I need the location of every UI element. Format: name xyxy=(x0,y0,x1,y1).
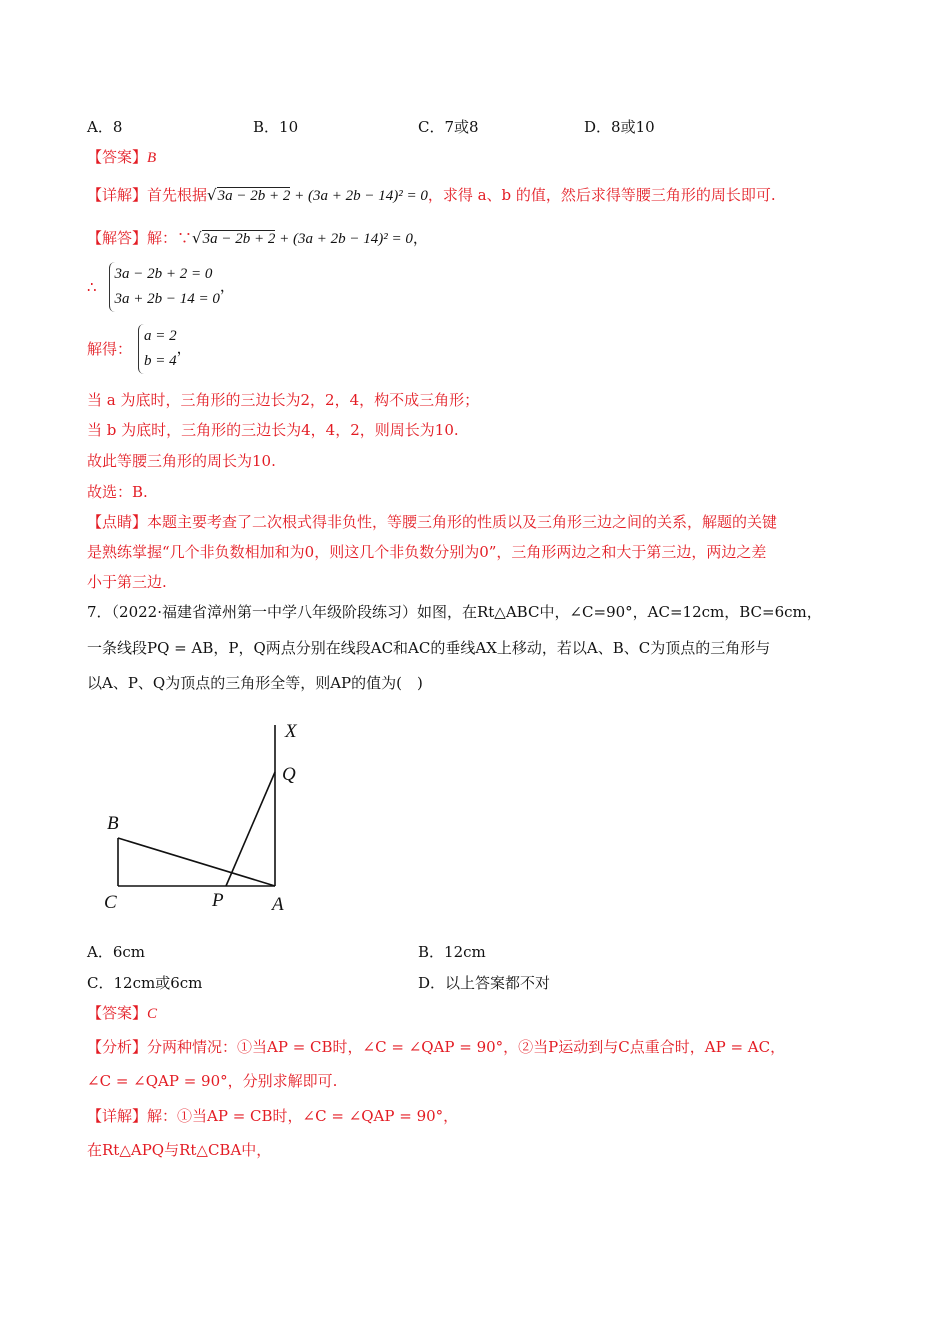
q6-option-b: B．10 xyxy=(253,118,299,136)
answer-tag: 【答案】 xyxy=(87,148,148,166)
q6-answer xyxy=(87,147,156,168)
solved-label: 解得： xyxy=(87,340,133,358)
q7-detail xyxy=(87,1106,458,1126)
segment-ba xyxy=(118,838,275,886)
equation-system xyxy=(109,262,220,312)
q6-solution: 【解答】解：∵√3a − 2b + 2 + (3a + 2b − 14)² = 0， xyxy=(87,229,428,247)
segment-pq xyxy=(226,772,275,886)
q6-line: 故此等腰三角形的周长为10. xyxy=(87,452,276,470)
q7-stem-line1: 7．（2022·福建省漳州第一中学八年级阶段练习）如图，在Rt△ABC中，∠C=90°，AC=12cm，BC=6cm， xyxy=(87,603,822,621)
q7-option-d: D．以上答案都不对 xyxy=(418,974,551,992)
solution-system xyxy=(138,324,177,374)
q7-option-c: C．12cm或6cm xyxy=(87,974,203,992)
q6-line: 故选：B. xyxy=(87,483,148,501)
q6-solved xyxy=(87,324,192,374)
q6-option-a: A．8 xyxy=(87,118,123,136)
label-x: X xyxy=(285,721,297,742)
comment-tag: 【点睛】 xyxy=(87,513,148,531)
q6-option-d: D．8或10 xyxy=(584,118,655,136)
q7-analysis xyxy=(87,1037,785,1057)
detail-tag: 【详解】 xyxy=(87,1107,148,1125)
q6-comment xyxy=(87,512,777,532)
therefore-symbol: ∴ xyxy=(87,278,97,296)
equation: b = 4 xyxy=(144,353,177,369)
answer-value: B xyxy=(147,150,157,166)
answer-tag: 【答案】 xyxy=(87,1004,148,1022)
sqrt-expr: 3a − 2b + 2 xyxy=(202,231,276,247)
detail-text: ，求得 a、b 的值，然后求得等腰三角形的周长即可. xyxy=(427,186,776,204)
math-expr: + (3a + 2b − 14)² = 0 xyxy=(290,188,428,204)
analysis-text: 分两种情况：①当AP = CB时，∠C = ∠QAP = 90°，②当P运动到与C点重合时，AP = AC， xyxy=(147,1038,786,1056)
equation: a = 2 xyxy=(144,328,177,344)
q6-system xyxy=(87,262,235,312)
comma: ， xyxy=(176,339,192,357)
detail-tag: 【详解】 xyxy=(87,186,148,204)
solution-text: 解：∵ xyxy=(147,229,193,247)
label-q: Q xyxy=(282,764,296,785)
q7-stem-line3: 以A、P、Q为顶点的三角形全等，则AP的值为( ) xyxy=(87,674,423,692)
equation: 3a − 2b + 2 = 0 xyxy=(114,266,213,282)
comma: ， xyxy=(412,229,428,247)
label-b: B xyxy=(107,813,119,834)
sqrt-expr: 3a − 2b + 2 xyxy=(217,188,291,204)
q6-line: 当 a 为底时，三角形的三边长为2，2，4，构不成三角形； xyxy=(87,391,480,409)
equation: 3a + 2b − 14 = 0 xyxy=(114,291,220,307)
q7-analysis-line2: ∠C = ∠QAP = 90°，分别求解即可. xyxy=(87,1072,338,1090)
q6-line: 当 b 为底时，三角形的三边长为4，4，2，则周长为10. xyxy=(87,421,459,439)
q7-answer xyxy=(87,1003,157,1024)
q7-detail-line2: 在Rt△APQ与Rt△CBA中， xyxy=(87,1141,272,1159)
q6-detail: 【详解】首先根据√3a − 2b + 2 + (3a + 2b − 14)² = 0，求得 a、b 的值，然后求得等腰三角形的周长即可. xyxy=(87,186,776,204)
detail-text: 解：①当AP = CB时，∠C = ∠QAP = 90°， xyxy=(147,1107,459,1125)
answer-value: C xyxy=(147,1006,158,1022)
solution-tag: 【解答】 xyxy=(87,229,148,247)
analysis-tag: 【分析】 xyxy=(87,1038,148,1056)
label-a: A xyxy=(272,894,284,915)
label-c: C xyxy=(104,892,117,913)
q7-option-b: B．12cm xyxy=(418,943,486,961)
q6-option-c: C．7或8 xyxy=(418,118,479,136)
comma: ， xyxy=(219,277,235,295)
detail-text: 首先根据 xyxy=(147,186,208,204)
q7-stem-line2: 一条线段PQ = AB，P，Q两点分别在线段AC和AC的垂线AX上移动，若以A、B、C为顶点的三角形与 xyxy=(87,639,771,657)
q7-option-a: A．6cm xyxy=(87,943,146,961)
q6-comment-line2: 是熟练掌握“几个非负数相加和为0，则这几个非负数分别为0”，三角形两边之和大于第三边，两边之差 xyxy=(87,543,767,561)
label-p: P xyxy=(212,890,224,911)
math-expr: + (3a + 2b − 14)² = 0 xyxy=(275,231,413,247)
comment-text: 本题主要考查了二次根式得非负性，等腰三角形的性质以及三角形三边之间的关系，解题的关键 xyxy=(147,513,778,531)
q6-comment-line3: 小于第三边. xyxy=(87,573,167,591)
